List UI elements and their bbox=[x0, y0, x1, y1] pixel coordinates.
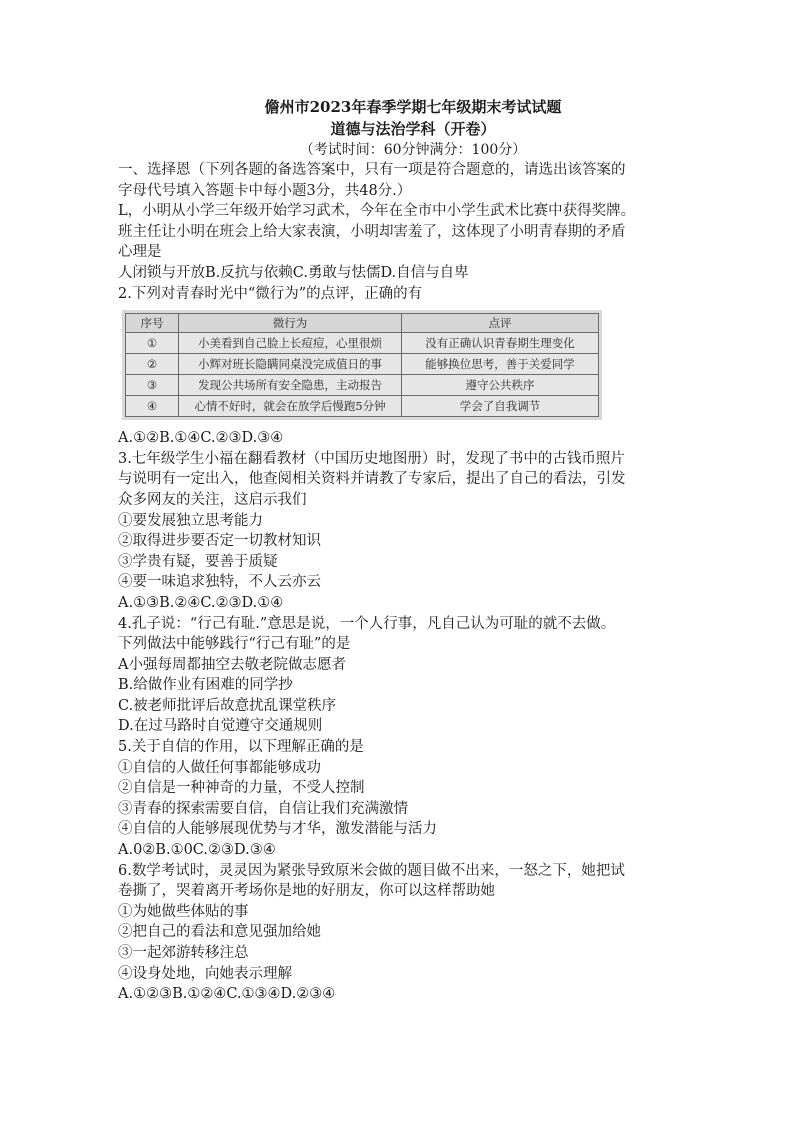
text-line: B.给做作业有困难的同学抄 bbox=[118, 677, 293, 694]
text-line: 卷撕了，哭着离开考场你是地的好朋友，你可以这样帮助她 bbox=[118, 883, 495, 900]
text-line: ③学贵有疑，要善于质疑 bbox=[118, 553, 278, 570]
table-cell: ① bbox=[126, 333, 179, 354]
text-line: A小强每周都抽空去敬老院做志愿者 bbox=[118, 656, 346, 673]
text-line: 一、选择恩（下列各题的备选答案中，只有一项是符合题意的，请选出该答案的 bbox=[118, 162, 626, 178]
text-line: ②把自己的看法和意见强加给她 bbox=[118, 924, 321, 941]
text-line: ①自信的人做任何事都能够成功 bbox=[118, 759, 321, 776]
table-cell: 遵守公共秩序 bbox=[402, 375, 599, 396]
text-line: 与说明有一定出入，他查阅相关资料并请教了专家后，提出了自己的看法，引发 bbox=[118, 471, 626, 488]
text-line: C.被老师批评后故意扰乱课堂秩序 bbox=[118, 697, 337, 714]
text-line: ①要发展独立思考能力 bbox=[118, 512, 263, 529]
text-line: 众多网友的关注，这启示我们 bbox=[118, 491, 307, 508]
text-line: D.在过马路时自觉遵守交通规则 bbox=[118, 718, 323, 735]
exam-info: （考试时间：60分钟满分：100分） bbox=[299, 142, 527, 158]
table-row bbox=[126, 375, 599, 396]
options-line: A.①②③B.①②④C.①③④D.②③④ bbox=[118, 986, 336, 1003]
table-cell: 发现公共场所有安全隐患，主动报告 bbox=[179, 375, 402, 396]
table-cell: 没有正确认识青春期生理变化 bbox=[402, 333, 599, 354]
text-line: 6.数学考试时，灵灵因为紧张导致原米会做的题目做不出来，一怒之下，她把试 bbox=[118, 862, 625, 879]
text-line: 4.孔子说：“行己有耻.”意思是说，一个人行事，凡自己认为可耻的就不去做。 bbox=[118, 615, 616, 632]
table-cell: ③ bbox=[126, 375, 179, 396]
text-line: 3.七年级学生小福在翻看教材（中国历史地图册）时，发现了书中的古钱币照片 bbox=[118, 450, 625, 467]
text-line: ②取得进步要否定一切教材知识 bbox=[118, 533, 321, 550]
question-1 bbox=[118, 201, 688, 283]
options-line: A.①③B.②④C.②③D.①④ bbox=[118, 594, 284, 611]
table-cell: ② bbox=[126, 354, 179, 375]
table-cell: 学会了自我调节 bbox=[402, 396, 599, 417]
text-line: ④设身处地，向她表示理解 bbox=[118, 965, 292, 982]
exam-title: 儋州市2023年春季学期七年级期末考试试题 bbox=[264, 98, 562, 116]
text-line: ①为她做些体贴的事 bbox=[118, 903, 249, 920]
text-line: ④要一味追求独特，不人云亦云 bbox=[118, 574, 321, 591]
question-stem: 2.下列对青春时光中“微行为”的点评，正确的有 bbox=[118, 285, 423, 302]
table-cell: 能够换位思考，善于关爱同学 bbox=[402, 354, 599, 375]
table-row bbox=[126, 354, 599, 375]
table-cell: ④ bbox=[126, 396, 179, 417]
table-header: 微行为 bbox=[179, 314, 402, 333]
table-row bbox=[126, 396, 599, 417]
question-3 bbox=[118, 449, 688, 614]
table-cell: 小辉对班长隐瞒同桌没完成值日的事 bbox=[179, 354, 402, 375]
options-line: A.①②B.①④C.②③D.③④ bbox=[118, 430, 284, 447]
text-line: 班主任让小明在班会上给大家表演，小明却害羞了，这体现了小明青春期的矛盾 bbox=[118, 223, 626, 240]
question-4 bbox=[118, 614, 688, 738]
options-line: 人闭锁与开放B.反抗与依赖C.勇敢与怯儒D.自信与自卑 bbox=[118, 264, 469, 281]
text-line: 下列做法中能够践行“行己有耻”的是 bbox=[118, 636, 351, 653]
text-line: ③青春的探索需要自信，自信让我们充满激情 bbox=[118, 800, 408, 817]
question-5 bbox=[118, 737, 688, 861]
text-line: ④自信的人能够展现优势与才华，激发潜能与活力 bbox=[118, 821, 437, 838]
text-line: 5.关于自信的作用，以下理解正确的是 bbox=[118, 739, 364, 756]
behavior-table-image bbox=[122, 310, 602, 420]
text-line: L，小明从小学三年级开始学习武术，今年在全市中小学生武术比赛中获得奖牌。 bbox=[118, 203, 636, 220]
table-row bbox=[126, 333, 599, 354]
exam-page bbox=[118, 96, 688, 1005]
text-line: 字母代号填入答题卡中每小题3分，共48分.） bbox=[118, 182, 412, 199]
table-header: 点评 bbox=[402, 314, 599, 333]
exam-subject: 道德与法治学科（开卷） bbox=[330, 120, 496, 138]
table-cell: 心情不好时，就会在放学后慢跑5分钟 bbox=[179, 396, 402, 417]
options-line: A.0②B.①0C.②③D.③④ bbox=[118, 842, 276, 859]
table-cell: 小美看到自己脸上长痘痘，心里很烦 bbox=[179, 333, 402, 354]
text-line: ③一起郊游转移注总 bbox=[118, 945, 249, 961]
question-2 bbox=[118, 284, 688, 449]
text-line: ②自信是一种神奇的力量，不受人控制 bbox=[118, 780, 365, 797]
text-line: 心理是 bbox=[118, 244, 162, 261]
table-header: 序号 bbox=[126, 314, 179, 333]
question-6 bbox=[118, 861, 688, 1005]
section-instructions bbox=[118, 160, 688, 201]
table-header-row bbox=[126, 314, 599, 333]
behavior-table bbox=[125, 313, 599, 417]
